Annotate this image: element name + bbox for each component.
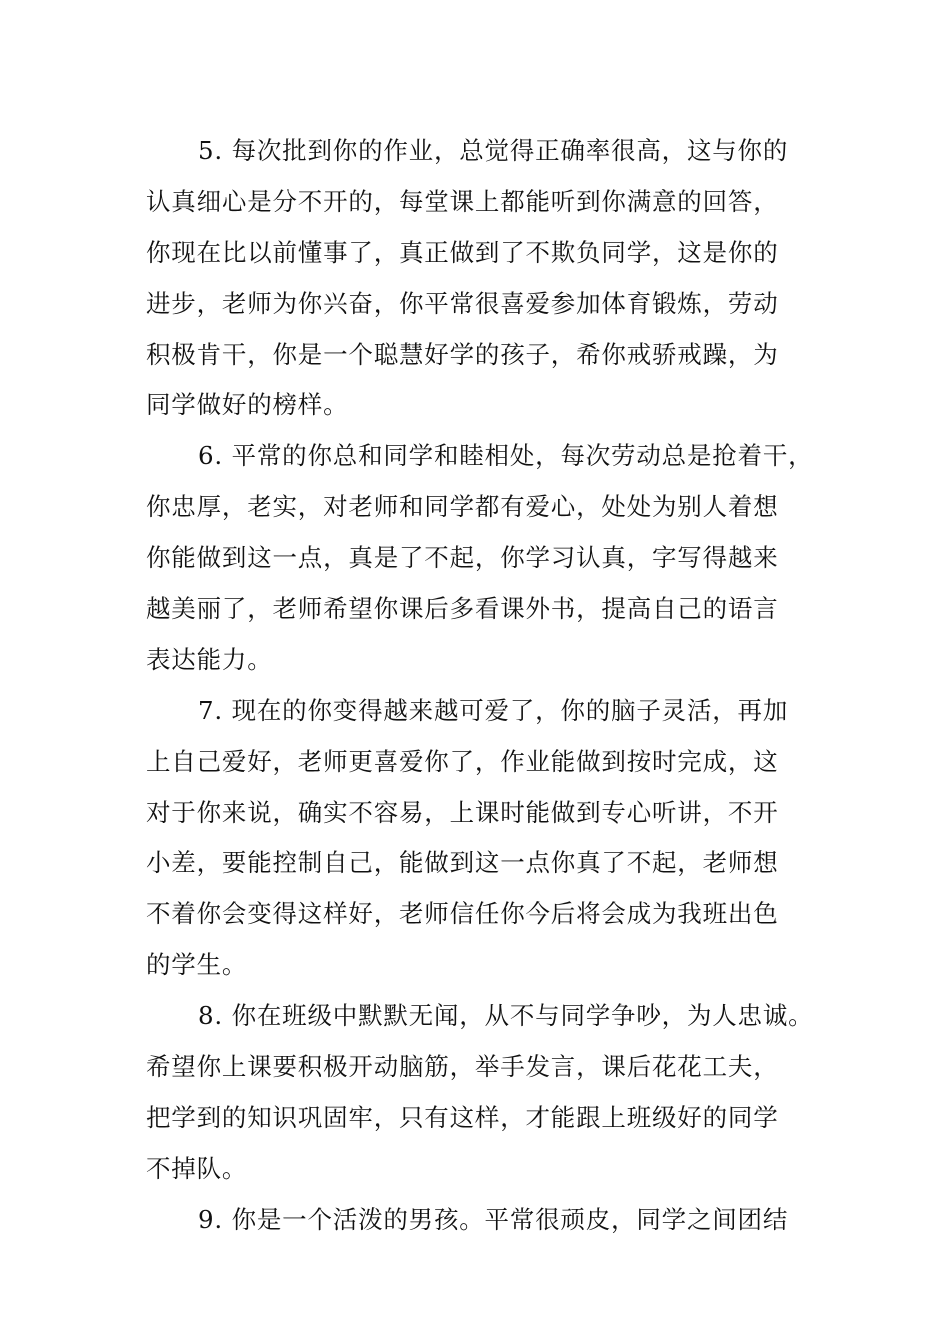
paragraph-line: 你能做到这一点，真是了不起，你学习认真，字写得越来 [146,543,779,573]
paragraph-line: 9. 你是一个活泼的男孩。平常很顽皮，同学之间团结 [198,1204,789,1234]
paragraph-8 [146,991,826,1195]
paragraph-9 [146,1195,826,1246]
paragraph-line: 小差，要能控制自己，能做到这一点你真了不起，老师想 [146,848,779,878]
paragraph-line: 6. 平常的你总和同学和睦相处，每次劳动总是抢着干， [198,441,814,471]
paragraph-line: 7. 现在的你变得越来越可爱了，你的脑子灵活，再加 [198,695,789,725]
paragraph-line: 不着你会变得这样好，老师信任你今后将会成为我班出色 [146,899,779,929]
paragraph-line: 同学做好的榜样。 [146,390,349,420]
paragraph-line: 不掉队。 [146,1153,248,1183]
paragraph-line: 积极肯干，你是一个聪慧好学的孩子，希你戒骄戒躁，为 [146,339,779,369]
document-body [146,126,826,1246]
paragraph-line: 8. 你在班级中默默无闻，从不与同学争吵，为人忠诚。 [198,1001,814,1031]
paragraph-line: 把学到的知识巩固牢，只有这样，才能跟上班级好的同学 [146,1102,779,1132]
paragraph-line: 上自己爱好，老师更喜爱你了，作业能做到按时完成，这 [146,746,779,776]
paragraph-line: 认真细心是分不开的，每堂课上都能听到你满意的回答， [146,186,779,216]
paragraph-line: 希望你上课要积极开动脑筋，举手发言，课后花花工夫， [146,1052,779,1082]
paragraph-line: 你现在比以前懂事了，真正做到了不欺负同学，这是你的 [146,237,779,267]
paragraph-5 [146,126,826,431]
paragraph-line: 5. 每次批到你的作业，总觉得正确率很高，这与你的 [198,136,789,165]
paragraph-line: 对于你来说，确实不容易，上课时能做到专心听讲，不开 [146,797,779,827]
paragraph-line: 的学生。 [146,950,248,980]
paragraph-line: 表达能力。 [146,644,273,674]
paragraph-line: 你忠厚，老实，对老师和同学都有爱心，处处为别人着想 [146,492,779,522]
paragraph-7 [146,686,826,991]
paragraph-line: 进步，老师为你兴奋，你平常很喜爱参加体育锻炼，劳动 [146,288,779,318]
paragraph-6 [146,431,826,685]
paragraph-line: 越美丽了，老师希望你课后多看课外书，提高自己的语言 [146,594,779,624]
